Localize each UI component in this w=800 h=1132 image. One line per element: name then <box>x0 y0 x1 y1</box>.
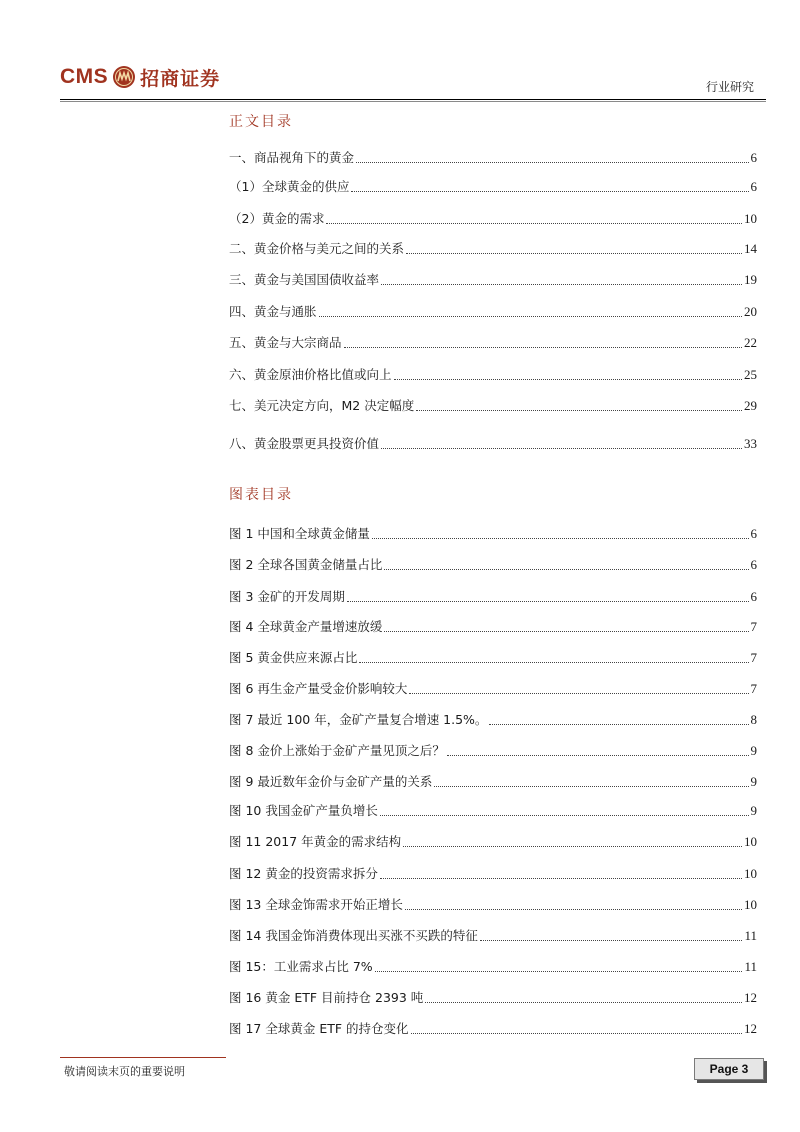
dot-leader <box>347 600 749 602</box>
main-toc-entry-page: 6 <box>750 179 757 194</box>
main-toc-entry-page: 29 <box>744 398 757 413</box>
dot-leader <box>434 785 748 787</box>
figure-toc-entry[interactable] <box>229 618 757 636</box>
main-toc-entry-page: 19 <box>744 272 757 287</box>
figure-toc-entry[interactable] <box>229 802 757 820</box>
figure-toc-entry[interactable] <box>229 742 757 760</box>
main-toc-entry-label: （2）黄金的需求 <box>229 211 325 226</box>
figure-toc-entry[interactable] <box>229 833 757 851</box>
logo-mark-icon <box>112 65 136 89</box>
dot-leader <box>409 692 748 694</box>
figure-toc-entry-page: 7 <box>750 681 757 696</box>
figure-toc-entry[interactable] <box>229 1020 757 1038</box>
figure-toc-entry-page: 6 <box>750 557 757 572</box>
company-logo <box>60 62 220 92</box>
main-toc-entry-label: 八、黄金股票更具投资价值 <box>229 436 380 451</box>
dot-leader <box>372 537 749 539</box>
dot-leader <box>447 754 749 756</box>
main-toc-entry[interactable] <box>229 366 757 384</box>
figure-toc-entry[interactable] <box>229 773 757 791</box>
main-toc-entry-page: 20 <box>744 304 757 319</box>
dot-leader <box>326 222 742 224</box>
main-toc-entry[interactable] <box>229 178 757 196</box>
figure-toc-entry-label: 图 17 全球黄金 ETF 的持仓变化 <box>229 1021 409 1036</box>
main-toc-entry-page: 33 <box>744 436 757 451</box>
figure-toc-entry-page: 7 <box>750 650 757 665</box>
figure-toc-entry[interactable] <box>229 680 757 698</box>
figure-toc-entry[interactable] <box>229 711 757 729</box>
figure-toc-entry-page: 11 <box>744 928 757 943</box>
dot-leader <box>411 1032 742 1034</box>
figure-toc-entry[interactable] <box>229 588 757 606</box>
dot-leader <box>425 1001 742 1003</box>
main-toc-entry-page: 10 <box>744 211 757 226</box>
figure-toc-entry-label: 图 6 再生金产量受金价影响较大 <box>229 681 408 696</box>
header-divider <box>60 99 766 100</box>
dot-leader <box>489 723 748 725</box>
dot-leader <box>375 970 743 972</box>
figure-toc-entry-page: 11 <box>744 959 757 974</box>
main-toc-entry[interactable] <box>229 397 757 415</box>
figure-toc-entry-page: 6 <box>750 526 757 541</box>
report-category: 行业研究 <box>705 80 754 94</box>
figure-toc-entry[interactable] <box>229 927 757 945</box>
figure-toc-entry-label: 图 14 我国金饰消费体现出买涨不买跌的特征 <box>229 928 478 943</box>
dot-leader <box>480 939 743 941</box>
figure-toc-entry-label: 图 11 2017 年黄金的需求结构 <box>229 834 402 849</box>
figure-toc-entry-label: 图 16 黄金 ETF 目前持仓 2393 吨 <box>229 990 424 1005</box>
figure-toc-title: 图表目录 <box>229 487 293 503</box>
main-toc-entry[interactable] <box>229 271 757 289</box>
figure-toc-entry-label: 图 2 全球各国黄金储量占比 <box>229 557 383 572</box>
dot-leader <box>384 568 748 570</box>
main-toc-entry-page: 25 <box>744 367 757 382</box>
figure-toc-entry-page: 6 <box>750 589 757 604</box>
dot-leader <box>359 661 748 663</box>
figure-toc-entry-label: 图 1 中国和全球黄金储量 <box>229 526 370 541</box>
main-toc-entry-label: 六、黄金原油价格比值或向上 <box>229 367 392 382</box>
main-toc-entry[interactable] <box>229 149 757 167</box>
main-toc-entry-label: 一、商品视角下的黄金 <box>229 150 355 165</box>
figure-toc-entry-page: 9 <box>750 803 757 818</box>
dot-leader <box>381 447 742 449</box>
figure-toc-entry[interactable] <box>229 958 757 976</box>
figure-toc-entry-label: 图 7 最近 100 年，金矿产量复合增速 1.5%。 <box>229 712 488 727</box>
figure-toc-entry[interactable] <box>229 989 757 1007</box>
main-toc-entry[interactable] <box>229 334 757 352</box>
page-number-badge: Page 3 <box>694 1058 764 1080</box>
main-toc-entry[interactable] <box>229 210 757 228</box>
main-toc-entry-page: 22 <box>744 335 757 350</box>
dot-leader <box>416 409 742 411</box>
dot-leader <box>403 845 742 847</box>
figure-toc-entry-label: 图 15：工业需求占比 7% <box>229 959 373 974</box>
main-toc-entry-label: 三、黄金与美国国债收益率 <box>229 272 380 287</box>
main-toc-entry-page: 6 <box>750 150 757 165</box>
dot-leader <box>394 378 742 380</box>
figure-toc-entry-page: 12 <box>744 1021 757 1036</box>
main-toc-entry-label: （1）全球黄金的供应 <box>229 179 350 194</box>
main-toc-entry[interactable] <box>229 240 757 258</box>
figure-toc-entry[interactable] <box>229 649 757 667</box>
dot-leader <box>381 283 742 285</box>
figure-toc-entry-page: 10 <box>744 897 757 912</box>
figure-toc-entry-page: 9 <box>750 743 757 758</box>
main-toc-entry[interactable] <box>229 303 757 321</box>
dot-leader <box>344 346 742 348</box>
figure-toc-entry-page: 9 <box>750 774 757 789</box>
figure-toc-entry-label: 图 10 我国金矿产量负增长 <box>229 803 378 818</box>
dot-leader <box>356 161 748 163</box>
figure-toc-entry-label: 图 5 黄金供应来源占比 <box>229 650 358 665</box>
dot-leader <box>405 908 742 910</box>
disclaimer-note: 敬请阅读末页的重要说明 <box>64 1065 185 1078</box>
dot-leader <box>319 315 742 317</box>
figure-toc-entry-label: 图 8 金价上涨始于金矿产量见顶之后？ <box>229 743 445 758</box>
logo-text: CMS <box>60 65 109 88</box>
main-toc-entry-label: 五、黄金与大宗商品 <box>229 335 342 350</box>
main-toc-title: 正文目录 <box>229 114 293 130</box>
logo-chinese-name: 招商证券 <box>140 67 221 90</box>
footer-divider <box>60 1057 226 1058</box>
figure-toc-entry-label: 图 4 全球黄金产量增速放缓 <box>229 619 383 634</box>
figure-toc-entry-page: 10 <box>744 866 757 881</box>
dot-leader <box>380 814 749 816</box>
figure-toc-entry-page: 7 <box>750 619 757 634</box>
figure-toc-entry-label: 图 9 最近数年金价与金矿产量的关系 <box>229 774 433 789</box>
figure-toc-entry-label: 图 3 金矿的开发周期 <box>229 589 345 604</box>
figure-toc-entry-page: 10 <box>744 834 757 849</box>
main-toc-entry-page: 14 <box>744 241 757 256</box>
main-toc-entry-label: 四、黄金与通胀 <box>229 304 317 319</box>
figure-toc-entry-page: 12 <box>744 990 757 1005</box>
dot-leader <box>384 630 748 632</box>
figure-toc-entry[interactable] <box>229 556 757 574</box>
figure-toc-entry-label: 图 12 黄金的投资需求拆分 <box>229 866 378 881</box>
figure-toc-entry[interactable] <box>229 865 757 883</box>
page-header <box>0 0 800 100</box>
dot-leader <box>351 190 748 192</box>
main-toc-entry-label: 七、美元决定方向，M2 决定幅度 <box>229 398 415 413</box>
main-toc-entry[interactable] <box>229 435 757 453</box>
figure-toc-entry[interactable] <box>229 525 757 543</box>
figure-toc-entry[interactable] <box>229 896 757 914</box>
header-divider-secondary <box>60 101 766 102</box>
dot-leader <box>406 252 742 254</box>
main-toc-entry-label: 二、黄金价格与美元之间的关系 <box>229 241 405 256</box>
dot-leader <box>380 877 742 879</box>
figure-toc-entry-page: 8 <box>750 712 757 727</box>
figure-toc-entry-label: 图 13 全球金饰需求开始正增长 <box>229 897 403 912</box>
